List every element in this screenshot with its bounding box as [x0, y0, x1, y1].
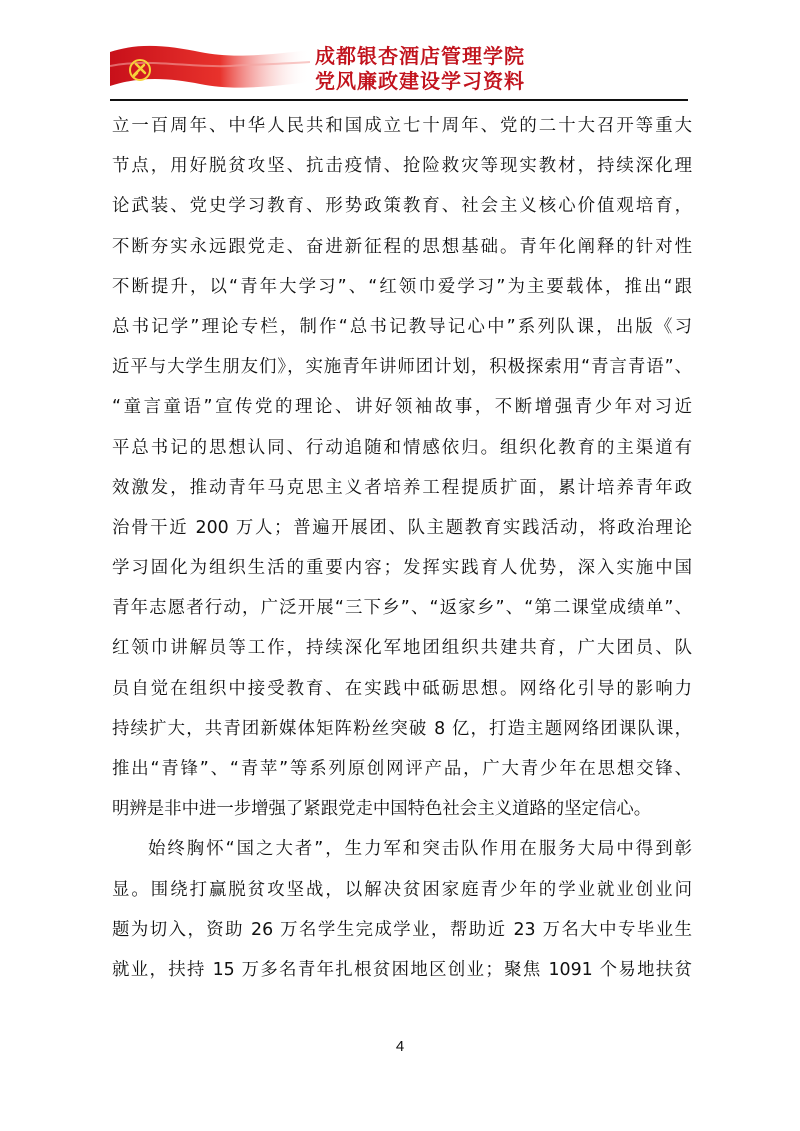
body-line: “童言童语”宣传党的理论、讲好领袖故事，不断增强青少年对习近	[112, 397, 692, 418]
header-divider	[110, 99, 688, 101]
header-title-line-1: 成都银杏酒店管理学院	[315, 44, 525, 68]
body-line: 立一百周年、中华人民共和国成立七十周年、党的二十大召开等重大	[112, 116, 692, 136]
body-line: 员自觉在组织中接受教育、在实践中砥砺思想。网络化引导的影响力	[112, 678, 692, 699]
header-title-line-2: 党风廉政建设学习资料	[315, 69, 525, 93]
body-line: 效激发，推动青年马克思主义者培养工程提质扩面，累计培养青年政	[112, 477, 692, 498]
body-line: 始终胸怀“国之大者”，生力军和突击队作用在服务大局中得到彰	[148, 839, 692, 860]
body-line: 红领巾讲解员等工作，持续深化军地团组织共建共育，广大团员、队	[112, 638, 692, 659]
body-line: 近平与大学生朋友们》，实施青年讲师团计划，积极探索用“青言青语”、	[112, 357, 692, 378]
body-line: 不断夯实永远跟党走、奋进新征程的思想基础。青年化阐释的针对性	[112, 236, 692, 257]
document-body	[112, 106, 692, 990]
body-line: 节点，用好脱贫攻坚、抗击疫情、抢险救灾等现实教材，持续深化理	[112, 156, 692, 177]
body-line: 持续扩大，共青团新媒体矩阵粉丝突破 8 亿，打造主题网络团课队课，	[112, 718, 692, 739]
body-line: 推出“青锋”、“青苹”等系列原创网评产品，广大青少年在思想交锋、	[112, 759, 692, 779]
body-line: 青年志愿者行动，广泛开展“三下乡”、“返家乡”、“第二课堂成绩单”、	[112, 598, 692, 619]
body-line: 题为切入，资助 26 万名学生完成学业，帮助近 23 万名大中专毕业生	[112, 919, 692, 940]
body-line: 学习固化为组织生活的重要内容；发挥实践育人优势，深入实施中国	[112, 558, 692, 579]
body-line: 明辨是非中进一步增强了紧跟党走中国特色社会主义道路的坚定信心。	[112, 799, 652, 820]
page-header	[110, 42, 690, 100]
body-line: 显。围绕打赢脱贫攻坚战，以解决贫困家庭青少年的学业就业创业问	[112, 879, 692, 900]
body-line: 不断提升，以“青年大学习”、“红领巾爱学习”为主要载体，推出“跟	[112, 276, 692, 297]
body-line: 论武装、党史学习教育、形势政策教育、社会主义核心价值观培育，	[112, 196, 692, 217]
body-line: 平总书记的思想认同、行动追随和情感依归。组织化教育的主渠道有	[112, 437, 692, 458]
party-emblem-logo-icon	[110, 42, 310, 98]
page-number: 4	[395, 1038, 405, 1055]
body-line: 治骨干近 200 万人；普遍开展团、队主题教育实践活动，将政治理论	[112, 517, 692, 538]
body-line: 就业，扶持 15 万多名青年扎根贫困地区创业；聚焦 1091 个易地扶贫	[112, 959, 692, 980]
header-title	[315, 44, 525, 94]
body-line: 总书记学”理论专栏，制作“总书记教导记心中”系列队课，出版《习	[112, 316, 692, 337]
